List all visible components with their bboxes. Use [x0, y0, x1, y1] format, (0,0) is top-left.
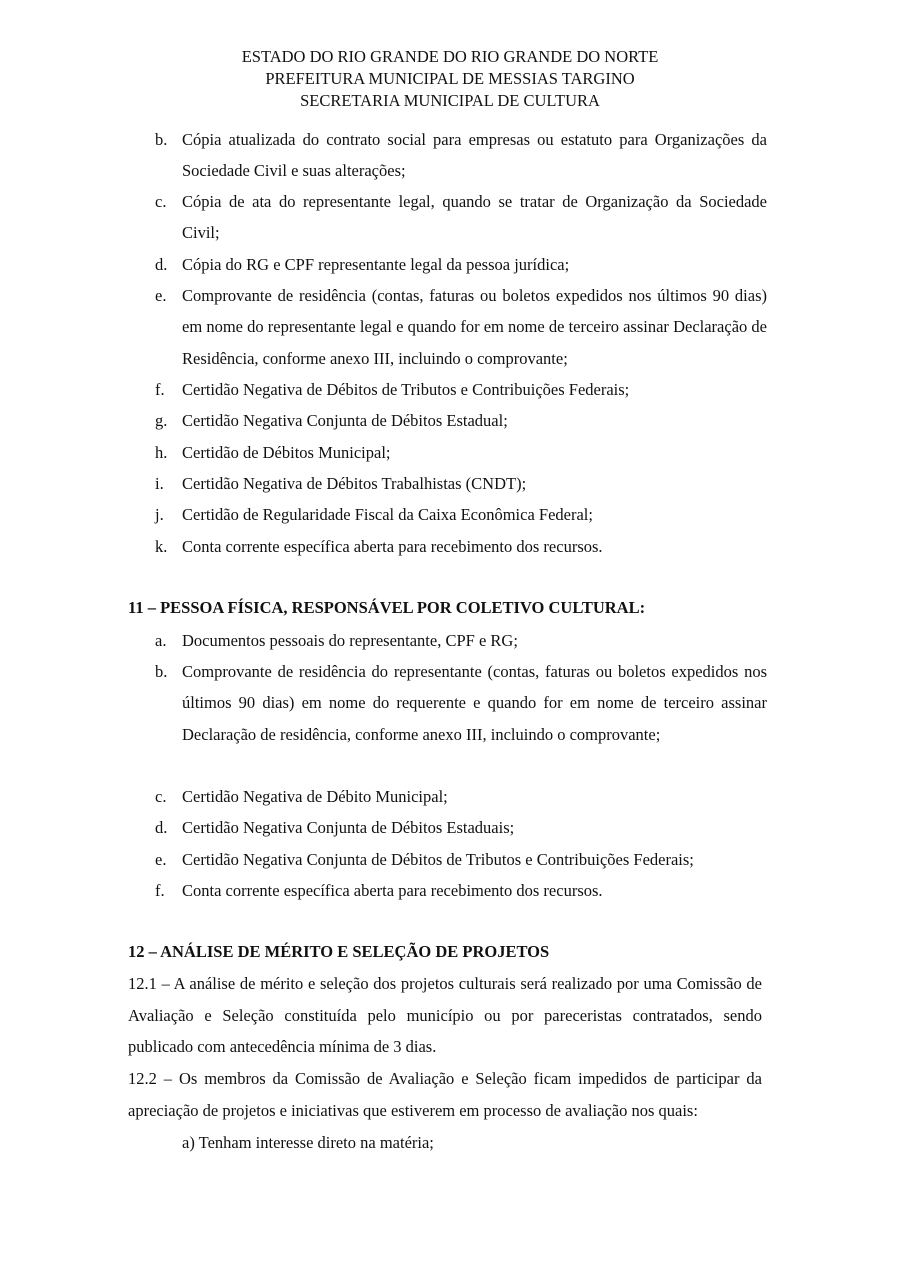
list-text: Cópia do RG e CPF representante legal da pessoa jurídica; — [182, 255, 570, 274]
list-text: Documentos pessoais do representante, CPF e RG; — [182, 631, 518, 650]
list-item — [155, 468, 767, 499]
list-label: i. — [155, 474, 164, 493]
list-text: Cópia atualizada do contrato social para empresas ou estatuto para Organizações da Sociedade Civil e suas alterações; — [182, 130, 767, 181]
list-item — [155, 124, 767, 187]
list-item — [155, 656, 767, 750]
list-item — [155, 875, 767, 906]
section-11-heading: 11 – PESSOA FÍSICA, RESPONSÁVEL POR COLETIVO CULTURAL: — [128, 598, 646, 617]
paragraph-12-2: 12.2 – Os membros da Comissão de Avaliação e Seleção ficam impedidos de participar da apreciação de projetos e iniciativas que estiverem em processo de avaliação nos quais: — [128, 1069, 762, 1120]
header-municipality: PREFEITURA MUNICIPAL DE MESSIAS TARGINO — [265, 69, 635, 88]
list-label: f. — [155, 380, 165, 399]
list-text: Certidão de Débitos Municipal; — [182, 443, 391, 462]
list-text: Cópia de ata do representante legal, quando se tratar de Organização da Sociedade Civil; — [182, 192, 767, 243]
list-label: b. — [155, 662, 168, 681]
list-label: f. — [155, 881, 165, 900]
list-item — [155, 186, 767, 249]
list-item — [155, 405, 767, 436]
list-text: Certidão Negativa de Débitos Trabalhistas (CNDT); — [182, 474, 527, 493]
list-item — [155, 280, 767, 374]
list-label: h. — [155, 443, 168, 462]
list-label: d. — [155, 255, 168, 274]
list-text: Certidão Negativa de Débito Municipal; — [182, 787, 448, 806]
list-label: c. — [155, 192, 167, 211]
sub-item-a: a) Tenham interesse direto na matéria; — [182, 1133, 434, 1152]
list-text: Certidão Negativa Conjunta de Débitos de Tributos e Contribuições Federais; — [182, 850, 694, 869]
list-item — [155, 531, 767, 562]
header-secretariat: SECRETARIA MUNICIPAL DE CULTURA — [300, 91, 600, 110]
list-item — [155, 625, 767, 656]
list-label: j. — [155, 505, 164, 524]
section-12-heading: 12 – ANÁLISE DE MÉRITO E SELEÇÃO DE PROJETOS — [128, 942, 550, 961]
list-text: Comprovante de residência (contas, faturas ou boletos expedidos nos últimos 90 dias) em nome do representante legal e quando for em nome de terceiro assinar Declaração de Residência, conforme anexo III, incluindo o comprovante; — [182, 286, 767, 368]
list-text: Conta corrente específica aberta para recebimento dos recursos. — [182, 881, 603, 900]
list-text: Certidão Negativa Conjunta de Débitos Estadual; — [182, 411, 508, 430]
list-label: e. — [155, 850, 167, 869]
list-text: Certidão Negativa de Débitos de Tributos e Contribuições Federais; — [182, 380, 630, 399]
list-text: Certidão de Regularidade Fiscal da Caixa Econômica Federal; — [182, 505, 593, 524]
list-label: b. — [155, 130, 168, 149]
list-item — [155, 812, 767, 843]
list-item — [155, 249, 767, 280]
list-label: d. — [155, 818, 168, 837]
list-label: e. — [155, 286, 167, 305]
list-text: Conta corrente específica aberta para recebimento dos recursos. — [182, 537, 603, 556]
header-state: ESTADO DO RIO GRANDE DO RIO GRANDE DO NORTE — [241, 47, 659, 66]
list-item — [155, 844, 767, 875]
list-text: Certidão Negativa Conjunta de Débitos Estaduais; — [182, 818, 515, 837]
list-item — [155, 781, 767, 812]
list-label: k. — [155, 537, 168, 556]
list-label: c. — [155, 787, 167, 806]
list-label: g. — [155, 411, 168, 430]
list-item — [155, 374, 767, 405]
paragraph-12-1: 12.1 – A análise de mérito e seleção dos projetos culturais será realizado por uma Comissão de Avaliação e Seleção constituída pelo município ou por pareceristas contratados, sendo publicado com antecedência mínima de 3 dias. — [128, 974, 762, 1056]
list-label: a. — [155, 631, 167, 650]
list-item — [155, 499, 767, 530]
list-text: Comprovante de residência do representante (contas, faturas ou boletos expedidos nos últimos 90 dias) em nome do requerente e quando for em nome de terceiro assinar Declaração de residência, conforme anexo III, incluindo o comprovante; — [182, 662, 767, 744]
list-item — [155, 437, 767, 468]
